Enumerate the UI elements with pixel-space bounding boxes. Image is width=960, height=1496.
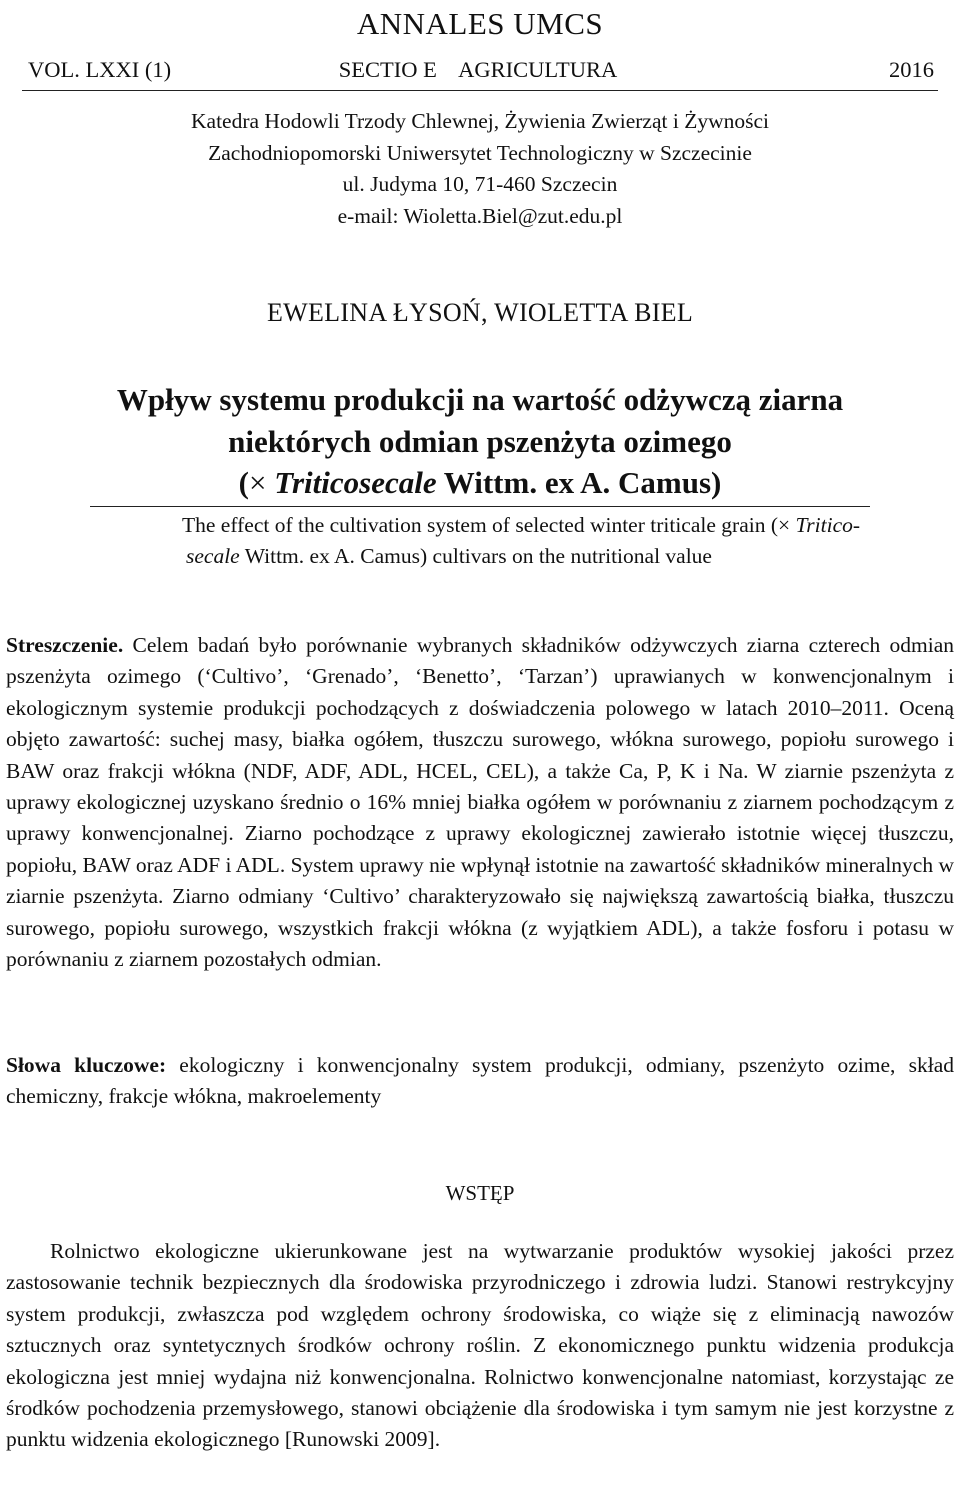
- abstract: [6, 630, 954, 975]
- keywords-text: ekologiczny i konwencjonalny system produkcji, odmiany, pszenżyto ozime, skład chemiczny, frakcje włókna, makroelementy: [6, 1053, 954, 1109]
- journal-section-text: SECTIO E AGRICULTURA: [338, 57, 618, 82]
- affiliation-line: Katedra Hodowli Trzody Chlewnej, Żywienia Zwierząt i Żywności: [191, 109, 769, 133]
- english-title-line: [182, 541, 872, 572]
- species-name: Tritico-: [790, 513, 861, 537]
- keywords-label: Słowa kluczowe:: [6, 1053, 167, 1077]
- journal-section: [22, 52, 934, 88]
- volume-line: [22, 52, 934, 88]
- hybrid-sign: ×: [248, 465, 267, 500]
- affiliation-email: e-mail: Wioletta.Biel@zut.edu.pl: [337, 203, 623, 228]
- abstract-paragraph: [6, 630, 954, 975]
- english-title: [182, 510, 872, 572]
- intro-paragraph: Rolnictwo ekologiczne ukierunkowane jest na wytwarzanie produktów wysokiej jakości przez zastosowanie technik bezpiecznych dla środowiska przyrodniczego i zdrowia ludzi. Stanowi restrykcyjny system produkcji, zwłaszcza pod względem ochrony środowiska, co wiąże się z eliminacją nawozów sztucznych oraz syntetycznych środków ochrony roślin. Z ekonomicznego punktu widzenia produkcja ekologiczna jest mniej wydajna niż konwencjonalna. Rolnictwo konwencjonalne natomiast, korzystając ze środków pochodzenia przemysłowego, stanowi obciążenie dla środowiska i tym samym nie jest korzystne z punktu widzenia ekologicznego [Runowski 2009].: [6, 1239, 954, 1452]
- abstract-text: Celem badań było porównanie wybranych składników odżywczych ziarna czterech odmian pszenżyta ozimego (‘Cultivo’, ‘Grenado’, ‘Benetto’, ‘Tarzan’) uprawianych w konwencjonalnym i ekologicznym systemie produkcji pochodzących z doświadczenia polowego w latach 2010–2011. Oceną objęto zawartość: suchej masy, białka ogółem, tłuszczu surowego, włókna surowego, popiołu surowego i BAW oraz frakcji włókna (NDF, ADF, ADL, HCEL, CEL), a także Ca, P, K i Na. W ziarnie pszenżyta z uprawy ekologicznej uzyskano średnio o 16% mniej białka ogółem w porównaniu z ziarnem pochodzącym z uprawy konwencjonalnej. Ziarno pochodzące z uprawy ekologicznej zawierało istotnie więcej tłuszczu, popiołu, BAW oraz ADF i ADL. System uprawy nie wpłynął istotnie na zawartość składników mineralnych w ziarnie pszenżyta. Ziarno odmiany ‘Cultivo’ charakteryzowało się największą zawartością białka, tłuszczu surowego, popiołu surowego, wszystkich frakcji włókna (z wyjątkiem ADL), a także fosforu i potasu w porównaniu z ziarnem pozostałych odmian.: [6, 633, 954, 972]
- volume-number: VOL. LXXI (1): [28, 57, 172, 82]
- article-title: [0, 379, 960, 504]
- header-rule: [22, 90, 938, 91]
- section-heading: WSTĘP: [445, 1181, 515, 1205]
- title-line: [0, 462, 960, 504]
- authors: EWELINA ŁYSOŃ, WIOLETTA BIEL: [266, 298, 694, 327]
- title-author-citation: Wittm. ex A. Camus): [436, 465, 722, 500]
- introduction: [6, 1236, 954, 1456]
- affiliation-line: Zachodniopomorski Uniwersytet Technologiczny w Szczecinie: [208, 140, 752, 165]
- title-line: niektórych odmian pszenżyta ozimego: [228, 423, 732, 459]
- keywords-paragraph: [6, 1050, 954, 1113]
- keywords: [6, 1050, 954, 1113]
- hybrid-sign: ×: [778, 513, 791, 537]
- title-rule: [90, 506, 870, 507]
- title-line: Wpływ systemu produkcji na wartość odżywczą ziarna: [116, 382, 844, 417]
- journal-name: ANNALES UMCS: [356, 6, 604, 41]
- title-paren: (: [238, 465, 249, 500]
- publication-year: 2016: [889, 57, 934, 82]
- species-name: secale: [186, 544, 240, 568]
- affiliation: [0, 106, 960, 232]
- english-title-line: [182, 510, 872, 541]
- abstract-label: Streszczenie.: [6, 633, 124, 657]
- english-title-text: Wittm. ex A. Camus) cultivars on the nutritional value: [239, 544, 712, 568]
- english-title-text: The effect of the cultivation system of selected winter triticale grain (: [182, 513, 778, 537]
- affiliation-line: ul. Judyma 10, 71-460 Szczecin: [342, 172, 618, 196]
- species-name: Triticosecale: [266, 465, 437, 500]
